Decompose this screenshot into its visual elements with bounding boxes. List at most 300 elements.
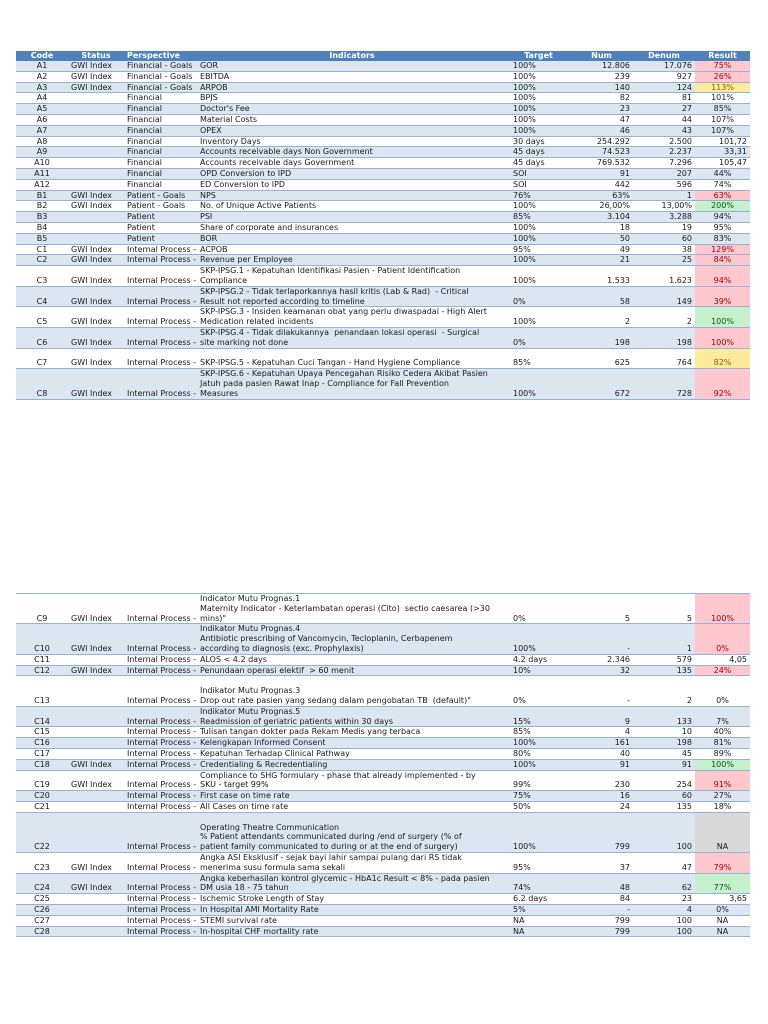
cell-perspective: Internal Process - — [127, 791, 197, 801]
cell-denum: 1 — [686, 190, 692, 200]
cell-num: 161 — [614, 738, 630, 748]
cell-target: 99% — [513, 780, 531, 790]
cell-indicator: NPS — [200, 190, 216, 200]
cell-target: 6.2 days — [513, 894, 548, 904]
cell-status — [68, 212, 124, 223]
cell-num: 9 — [624, 716, 630, 726]
cell-indicator: Indicator Mutu Prognas.1 Maternity Indicator - Keterlambatan operasi (Cito) sectio caesarea (>30 mins)" — [200, 594, 490, 623]
table-row — [16, 82, 750, 93]
cell-num: 442 — [614, 179, 630, 189]
cell-code: A4 — [36, 93, 48, 103]
cell-denum: 149 — [676, 296, 692, 306]
table-row — [16, 873, 750, 894]
cell-perspective: Internal Process - — [127, 665, 197, 675]
cell-target: NA — [513, 926, 525, 936]
cell-denum: 2.500 — [669, 136, 692, 146]
cell-code: C7 — [36, 358, 48, 368]
cell-perspective: Financial - Goals — [127, 82, 193, 92]
cell-target: 100% — [513, 233, 536, 243]
cell-perspective: Financial - Goals — [127, 71, 193, 81]
cell-code: A11 — [34, 168, 50, 178]
header-row — [16, 51, 750, 61]
cell-result: 74% — [713, 179, 732, 189]
table-row — [16, 307, 750, 328]
table-row — [16, 233, 750, 244]
cell-indicator: Compliance to SHG formulary - phase that already implemented - by SKU - target 99% — [200, 770, 476, 790]
cell-status — [68, 136, 124, 147]
header-target: Target — [507, 51, 570, 61]
cell-code: A10 — [34, 158, 50, 168]
header-perspective: Perspective — [124, 51, 197, 61]
cell-denum: 207 — [676, 168, 692, 178]
cell-result: NA — [716, 926, 729, 936]
table-row — [16, 147, 750, 158]
table-row — [16, 852, 750, 873]
cell-num: 91 — [619, 759, 630, 769]
cell-perspective: Financial - Goals — [127, 61, 193, 70]
cell-result: 84% — [695, 255, 750, 266]
cell-status: GWI Index — [71, 71, 113, 81]
cell-result: 26% — [695, 71, 750, 82]
cell-code: B4 — [36, 222, 48, 232]
cell-num: 230 — [614, 780, 630, 790]
cell-perspective: Internal Process - — [127, 894, 197, 904]
cell-target: 100% — [513, 61, 536, 70]
cell-code: C22 — [34, 842, 50, 852]
cell-indicator: BPJS — [200, 93, 218, 103]
cell-denum: 7.296 — [669, 158, 692, 168]
cell-status: GWI Index — [71, 613, 113, 623]
cell-denum: 728 — [676, 388, 692, 398]
cell-denum: 47 — [681, 862, 692, 872]
table-row — [16, 201, 750, 212]
cell-num: 82 — [619, 93, 630, 103]
cell-indicator: SKP-IPSG.5 - Kepatuhan Cuci Tangan - Hand Hygiene Compliance — [200, 358, 461, 368]
cell-result: 91% — [695, 770, 750, 791]
cell-status: GWI Index — [71, 862, 113, 872]
cell-perspective: Internal Process - — [127, 759, 197, 769]
cell-code: A12 — [34, 179, 50, 189]
cell-denum: 23 — [681, 894, 692, 904]
cell-indicator: Indikator Mutu Prognas.4 Antibiotic prescribing of Vancomycin, Tecloplanin, Cerbapenem according to diagnosis (exc. Prophylaxis) — [200, 624, 453, 653]
cell-status — [68, 801, 124, 812]
cell-num: 198 — [614, 337, 630, 347]
table-row — [16, 594, 750, 624]
cell-denum: 27 — [681, 104, 692, 114]
cell-perspective: Financial — [127, 125, 163, 135]
cell-result: 18% — [713, 801, 732, 811]
cell-perspective: Financial — [127, 158, 163, 168]
cell-perspective: Financial — [127, 179, 163, 189]
cell-num: 239 — [614, 71, 630, 81]
cell-status — [68, 812, 124, 852]
cell-result: 33,31 — [724, 147, 747, 157]
table-row — [16, 212, 750, 223]
cell-code: C28 — [34, 926, 50, 936]
cell-denum: 198 — [676, 738, 692, 748]
cell-status — [68, 915, 124, 926]
header-status: Status — [68, 51, 124, 61]
cell-indicator: Angka ASI Eksklusif - sejak bayi lahir sampai pulang dari RS tidak menerima susu formula sama sekali — [200, 852, 462, 872]
cell-target: 85% — [513, 358, 531, 368]
cell-denum: 596 — [676, 179, 692, 189]
cell-result: 27% — [713, 791, 732, 801]
cell-status — [68, 147, 124, 158]
cell-status — [68, 748, 124, 759]
cell-denum: 100 — [676, 926, 692, 936]
cell-denum: 135 — [676, 665, 692, 675]
cell-indicator: Penundaan operasi elektif > 60 menit — [200, 665, 355, 675]
cell-indicator: All Cases on time rate — [200, 801, 289, 811]
table-row — [16, 727, 750, 738]
cell-target: 100% — [513, 71, 536, 81]
cell-code: C21 — [34, 801, 50, 811]
header-result: Result — [695, 51, 750, 61]
cell-result: 81% — [713, 738, 732, 748]
cell-result: 24% — [695, 665, 750, 676]
table-row — [16, 801, 750, 812]
table-row — [16, 624, 750, 654]
cell-perspective: Internal Process - — [127, 255, 197, 265]
cell-status — [68, 222, 124, 233]
cell-indicator: Share of corporate and insurances — [200, 222, 339, 232]
table-row — [16, 676, 750, 706]
cell-code: A1 — [36, 61, 48, 70]
cell-num: - — [627, 695, 630, 705]
cell-code: A2 — [36, 71, 48, 81]
cell-perspective: Internal Process - — [127, 317, 197, 327]
cell-denum: 81 — [681, 93, 692, 103]
cell-indicator: OPEX — [200, 125, 222, 135]
cell-num: 91 — [619, 168, 630, 178]
cell-denum: 2 — [686, 317, 692, 327]
cell-denum: 927 — [676, 71, 692, 81]
cell-indicator: No. of Unique Active Patients — [200, 201, 317, 211]
cell-result: 0% — [695, 624, 750, 654]
cell-code: A9 — [36, 147, 48, 157]
table-row — [16, 71, 750, 82]
cell-status — [68, 926, 124, 937]
cell-target: 100% — [513, 104, 536, 114]
cell-denum: 4 — [686, 904, 692, 914]
cell-num: 48 — [619, 883, 630, 893]
cell-status: GWI Index — [71, 61, 113, 70]
cell-denum: 19 — [681, 222, 692, 232]
cell-num: - — [627, 643, 630, 653]
cell-indicator: OPD Conversion to IPD — [200, 168, 292, 178]
cell-target: 0% — [513, 613, 526, 623]
cell-code: A3 — [36, 82, 48, 92]
cell-perspective: Patient - Goals — [127, 190, 186, 200]
cell-denum: 764 — [676, 358, 692, 368]
cell-indicator: GOR — [200, 61, 219, 70]
cell-num: 46 — [619, 125, 630, 135]
cell-num: 16 — [619, 791, 630, 801]
cell-num: 1.533 — [607, 275, 630, 285]
cell-denum: 10 — [681, 727, 692, 737]
cell-num: 37 — [619, 862, 630, 872]
cell-indicator: Accounts receivable days Non Government — [200, 147, 373, 157]
cell-result: 85% — [713, 104, 732, 114]
cell-denum: 135 — [676, 801, 692, 811]
cell-code: A7 — [36, 125, 48, 135]
cell-target: 100% — [513, 201, 536, 211]
cell-num: 84 — [619, 894, 630, 904]
cell-indicator: ARPOB — [200, 82, 228, 92]
cell-code: C15 — [34, 727, 50, 737]
cell-denum: 100 — [676, 842, 692, 852]
cell-result: 105,47 — [719, 158, 747, 168]
cell-status: GWI Index — [71, 883, 113, 893]
cell-num: 799 — [614, 926, 630, 936]
cell-status: GWI Index — [71, 255, 113, 265]
cell-code: C23 — [34, 862, 50, 872]
header-num: Num — [570, 51, 633, 61]
cell-denum: 5 — [686, 613, 692, 623]
table-row — [16, 222, 750, 233]
cell-target: 50% — [513, 801, 531, 811]
cell-denum: 1.623 — [669, 275, 692, 285]
header-indicators: Indicators — [197, 51, 507, 61]
cell-code: B1 — [36, 190, 48, 200]
table-row — [16, 654, 750, 665]
cell-result: 79% — [695, 852, 750, 873]
cell-perspective: Internal Process - — [127, 613, 197, 623]
cell-indicator: ED Conversion to IPD — [200, 179, 286, 189]
cell-target: 15% — [513, 716, 531, 726]
cell-indicator: Doctor's Fee — [200, 104, 250, 114]
cell-perspective: Internal Process - — [127, 275, 197, 285]
cell-result: 94% — [713, 212, 732, 222]
cell-status — [68, 904, 124, 915]
cell-status: GWI Index — [71, 780, 113, 790]
cell-indicator: Credentialing & Recredentialing — [200, 759, 328, 769]
cell-num: 5 — [624, 613, 630, 623]
cell-perspective: Internal Process - — [127, 337, 197, 347]
cell-code: C8 — [36, 388, 48, 398]
cell-code: C25 — [34, 894, 50, 904]
table-row — [16, 369, 750, 399]
table-row — [16, 286, 750, 307]
cell-num: 63% — [612, 190, 630, 200]
cell-result: 83% — [713, 233, 732, 243]
cell-target: 100% — [513, 125, 536, 135]
cell-status — [68, 233, 124, 244]
cell-denum: 124 — [676, 82, 692, 92]
cell-perspective: Financial — [127, 168, 163, 178]
cell-target: 100% — [513, 222, 536, 232]
cell-target: 100% — [513, 114, 536, 124]
cell-result: 101,72 — [719, 136, 747, 146]
cell-result: NA — [695, 812, 750, 852]
cell-code: C11 — [34, 654, 50, 664]
cell-denum: 45 — [681, 748, 692, 758]
table-row — [16, 812, 750, 852]
cell-indicator: In-hospital CHF mortality rate — [200, 926, 319, 936]
cell-target: 5% — [513, 904, 526, 914]
cell-target: 4.2 days — [513, 654, 548, 664]
cell-num: 254.292 — [596, 136, 630, 146]
cell-code: C19 — [34, 780, 50, 790]
table-row — [16, 770, 750, 791]
cell-target: 100% — [513, 93, 536, 103]
cell-num: 799 — [614, 842, 630, 852]
cell-code: C1 — [36, 244, 48, 254]
cell-num: 625 — [614, 358, 630, 368]
cell-indicator: Angka keberhasilan kontrol glycemic - HbA1c Result < 8% - pada pasien DM usia 18 - 75 tahun — [200, 873, 490, 893]
cell-denum: 17.076 — [664, 61, 692, 70]
cell-perspective: Financial — [127, 136, 163, 146]
table-row — [16, 136, 750, 147]
cell-perspective: Patient - Goals — [127, 201, 186, 211]
cell-perspective: Internal Process - — [127, 915, 197, 925]
cell-num: 21 — [619, 255, 630, 265]
cell-result: 101% — [711, 93, 734, 103]
table-row — [16, 706, 750, 727]
cell-status — [68, 654, 124, 665]
cell-num: - — [627, 904, 630, 914]
cell-status: GWI Index — [71, 201, 113, 211]
cell-status: GWI Index — [71, 759, 113, 769]
table-row — [16, 327, 750, 348]
cell-denum: 44 — [681, 114, 692, 124]
header-code: Code — [16, 51, 68, 61]
cell-target: SOI — [513, 168, 527, 178]
cell-perspective: Financial — [127, 114, 163, 124]
cell-perspective: Internal Process - — [127, 358, 197, 368]
cell-indicator: Indikator Mutu Prognas.3 Drop out rate pasien yang sedang dalam pengobatan TB (default)" — [200, 686, 471, 705]
cell-status — [68, 738, 124, 749]
cell-indicator: STEMI survival rate — [200, 915, 277, 925]
cell-num: 40 — [619, 748, 630, 758]
cell-result: 113% — [695, 82, 750, 93]
cell-denum: 13,00% — [661, 201, 692, 211]
cell-target: SOI — [513, 179, 527, 189]
cell-code: C2 — [36, 255, 48, 265]
table-row — [16, 266, 750, 287]
cell-result: 92% — [695, 369, 750, 399]
table-row — [16, 125, 750, 136]
table-row — [16, 104, 750, 115]
cell-code: C17 — [34, 748, 50, 758]
cell-indicator: Kelengkapan Informed Consent — [200, 738, 326, 748]
cell-status — [68, 104, 124, 115]
cell-num: 672 — [614, 388, 630, 398]
cell-result: 107% — [711, 125, 734, 135]
cell-code: C14 — [34, 716, 50, 726]
cell-result: 200% — [695, 201, 750, 212]
cell-target: 100% — [513, 255, 536, 265]
cell-perspective: Internal Process - — [127, 738, 197, 748]
cell-result: 77% — [695, 873, 750, 894]
cell-denum: 3.288 — [669, 212, 692, 222]
cell-target: 0% — [513, 337, 526, 347]
cell-status — [68, 676, 124, 706]
cell-result: 63% — [695, 190, 750, 201]
cell-perspective: Internal Process - — [127, 244, 197, 254]
cell-code: C3 — [36, 275, 48, 285]
cell-denum: 198 — [676, 337, 692, 347]
cell-status: GWI Index — [71, 244, 113, 254]
cell-denum: 2.237 — [669, 147, 692, 157]
cell-perspective: Internal Process - — [127, 904, 197, 914]
cell-target: 45 days — [513, 158, 545, 168]
cell-target: 100% — [513, 388, 536, 398]
cell-num: 799 — [614, 915, 630, 925]
cell-result: 0% — [716, 695, 729, 705]
cell-code: A6 — [36, 114, 48, 124]
cell-denum: 60 — [681, 233, 692, 243]
cell-num: 12.806 — [602, 61, 630, 70]
table-row — [16, 168, 750, 179]
cell-perspective: Internal Process - — [127, 801, 197, 811]
cell-result: 100% — [695, 327, 750, 348]
cell-result: 40% — [713, 727, 732, 737]
cell-indicator: First case on time rate — [200, 791, 290, 801]
cell-perspective: Internal Process - — [127, 862, 197, 872]
cell-perspective: Internal Process - — [127, 883, 197, 893]
cell-result: 4,05 — [729, 654, 747, 664]
cell-num: 58 — [619, 296, 630, 306]
cell-code: C27 — [34, 915, 50, 925]
table-row — [16, 61, 750, 71]
cell-code: C10 — [34, 643, 50, 653]
cell-status — [68, 93, 124, 104]
table-row — [16, 190, 750, 201]
cell-result: 89% — [713, 748, 732, 758]
cell-perspective: Internal Process - — [127, 388, 197, 398]
cell-target: 0% — [513, 296, 526, 306]
cell-perspective: Patient — [127, 212, 155, 222]
cell-num: 2.346 — [607, 654, 630, 664]
cell-status — [68, 114, 124, 125]
cell-denum: 579 — [676, 654, 692, 664]
cell-indicator: SKP-IPSG.1 - Kepatuhan Identifikasi Pasien - Patient Identification Compliance — [200, 266, 461, 285]
cell-target: 45 days — [513, 147, 545, 157]
cell-perspective: Internal Process - — [127, 654, 197, 664]
cell-perspective: Internal Process - — [127, 643, 197, 653]
cell-target: 10% — [513, 665, 531, 675]
cell-code: C5 — [36, 317, 48, 327]
cell-perspective: Financial — [127, 147, 163, 157]
cell-code: B3 — [36, 212, 48, 222]
cell-target: 95% — [513, 244, 531, 254]
cell-denum: 91 — [681, 759, 692, 769]
cell-status — [68, 125, 124, 136]
cell-status — [68, 727, 124, 738]
cell-denum: 60 — [681, 791, 692, 801]
cell-denum: 2 — [686, 695, 692, 705]
cell-status: GWI Index — [71, 190, 113, 200]
cell-num: 49 — [619, 244, 630, 254]
cell-perspective: Internal Process - — [127, 748, 197, 758]
cell-num: 4 — [624, 727, 630, 737]
cell-target: 100% — [513, 317, 536, 327]
cell-indicator: ACPOB — [200, 244, 228, 254]
table-row — [16, 926, 750, 937]
table-row — [16, 748, 750, 759]
cell-num: 140 — [614, 82, 630, 92]
cell-target: 95% — [513, 862, 531, 872]
cell-target: 76% — [513, 190, 531, 200]
cell-result: 107% — [711, 114, 734, 124]
cell-perspective: Internal Process - — [127, 716, 197, 726]
cell-num: 74.523 — [602, 147, 630, 157]
cell-denum: 254 — [676, 780, 692, 790]
cell-target: 100% — [513, 643, 536, 653]
cell-indicator: ALOS < 4.2 days — [200, 654, 267, 664]
table-row — [16, 93, 750, 104]
